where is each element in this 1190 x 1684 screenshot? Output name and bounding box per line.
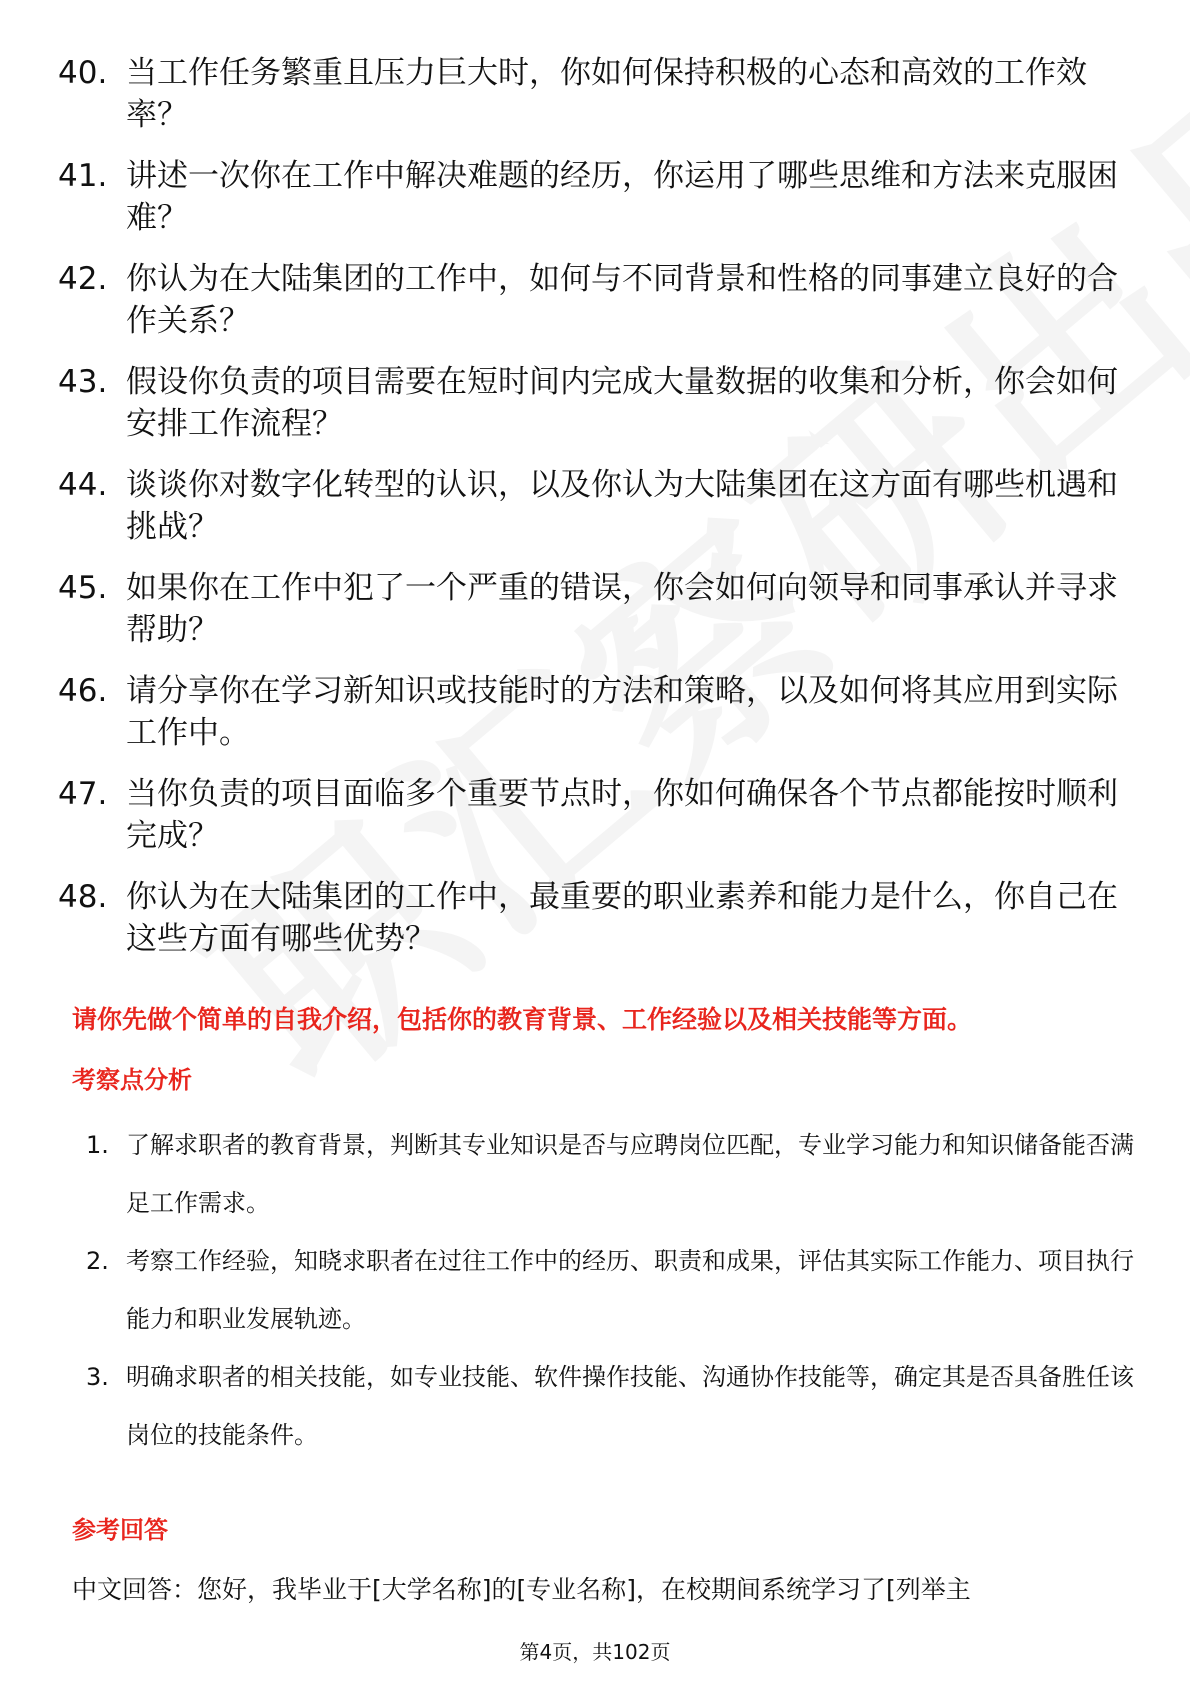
analysis-item — [86, 1116, 1136, 1232]
question-number: 40. — [58, 55, 108, 91]
question-list — [58, 52, 1138, 979]
question-item — [58, 773, 1138, 857]
question-item — [58, 567, 1138, 651]
analysis-text: 明确求职者的相关技能，如专业技能、软件操作技能、沟通协作技能等，确定其是否具备胜任该岗位的技能条件。 — [126, 1363, 1134, 1449]
highlight-question: 请你先做个简单的自我介绍，包括你的教育背景、工作经验以及相关技能等方面。 — [72, 1005, 973, 1034]
analysis-text: 了解求职者的教育背景，判断其专业知识是否与应聘岗位匹配，专业学习能力和知识储备能否满足工作需求。 — [126, 1131, 1134, 1217]
question-text: 请分享你在学习新知识或技能时的方法和策略，以及如何将其应用到实际工作中。 — [126, 673, 1118, 751]
question-number: 48. — [58, 879, 108, 915]
question-text: 你认为在大陆集团的工作中，如何与不同背景和性格的同事建立良好的合作关系？ — [126, 261, 1118, 339]
question-text: 你认为在大陆集团的工作中，最重要的职业素养和能力是什么，你自己在这些方面有哪些优势？ — [126, 879, 1118, 957]
question-number: 44. — [58, 467, 108, 503]
question-item — [58, 52, 1138, 136]
analysis-text: 考察工作经验，知晓求职者在过往工作中的经历、职责和成果，评估其实际工作能力、项目执行能力和职业发展轨迹。 — [126, 1247, 1134, 1333]
question-number: 47. — [58, 776, 108, 812]
answer-text: 中文回答：您好，我毕业于[大学名称]的[专业名称]，在校期间系统学习了[列举主 — [72, 1575, 971, 1604]
question-item — [58, 464, 1138, 548]
question-item — [58, 876, 1138, 960]
question-text: 讲述一次你在工作中解决难题的经历，你运用了哪些思维和方法来克服困难？ — [126, 158, 1118, 236]
question-item — [58, 670, 1138, 754]
analysis-number: 3. — [86, 1363, 109, 1391]
question-text: 如果你在工作中犯了一个严重的错误，你会如何向领导和同事承认并寻求帮助？ — [126, 570, 1118, 648]
analysis-item — [86, 1232, 1136, 1348]
question-number: 43. — [58, 364, 108, 400]
reference-heading: 参考回答 — [72, 1516, 168, 1544]
question-text: 谈谈你对数字化转型的认识，以及你认为大陆集团在这方面有哪些机遇和挑战？ — [126, 467, 1118, 545]
question-number: 46. — [58, 673, 108, 709]
analysis-list — [86, 1116, 1136, 1464]
question-item — [58, 258, 1138, 342]
question-item — [58, 155, 1138, 239]
question-item — [58, 361, 1138, 445]
analysis-number: 1. — [86, 1131, 109, 1159]
question-number: 42. — [58, 261, 108, 297]
question-number: 41. — [58, 158, 108, 194]
analysis-number: 2. — [86, 1247, 109, 1275]
page-footer: 第4页，共102页 — [519, 1640, 671, 1664]
question-number: 45. — [58, 570, 108, 606]
analysis-heading: 考察点分析 — [72, 1066, 192, 1094]
question-text: 假设你负责的项目需要在短时间内完成大量数据的收集和分析，你会如何安排工作流程？ — [126, 364, 1118, 442]
question-text: 当工作任务繁重且压力巨大时，你如何保持积极的心态和高效的工作效率？ — [126, 55, 1087, 133]
question-text: 当你负责的项目面临多个重要节点时，你如何确保各个节点都能按时顺利完成？ — [126, 776, 1118, 854]
analysis-item — [86, 1348, 1136, 1464]
